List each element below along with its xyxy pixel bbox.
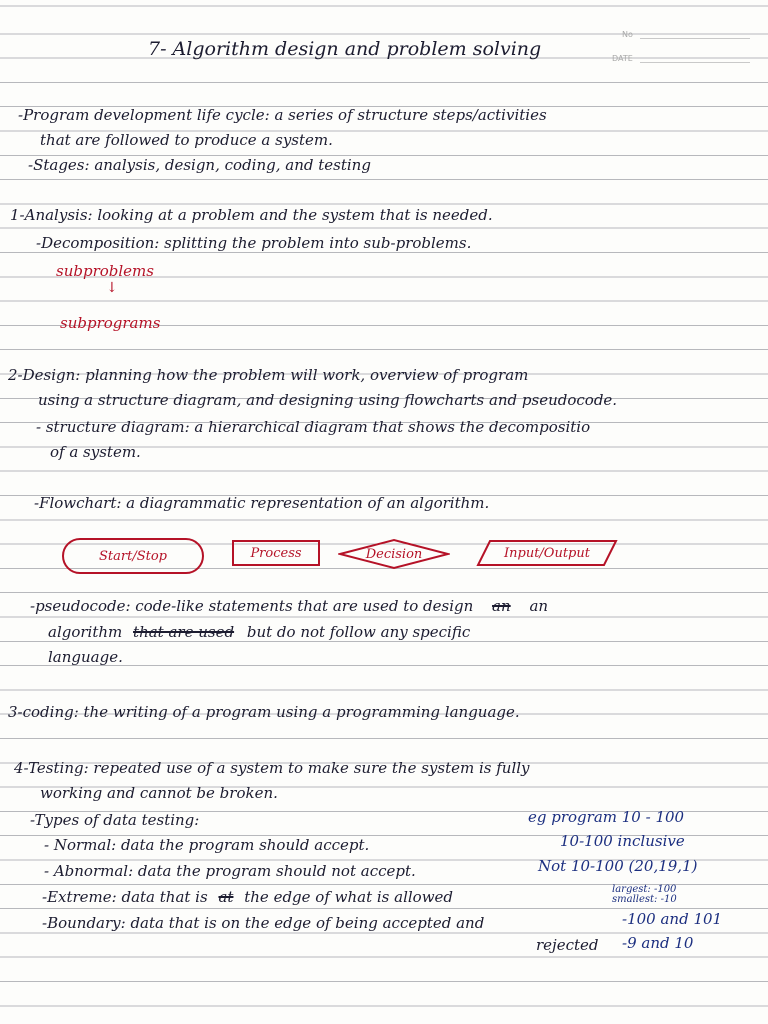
structure-diagram-line: - structure diagram: a hierarchical diagram that shows the decompositio [36,418,591,436]
decision-label-wrap [338,538,450,570]
intro-line-3: -Stages: analysis, design, coding, and testing [28,156,371,174]
no-label: No [622,30,633,39]
decomposition-line: -Decomposition: splitting the problem into sub-problems. [36,234,472,252]
pseudocode-end-word: an [529,597,549,615]
pseudocode-line-2 [48,623,470,641]
testing-line-1: 4-Testing: repeated use of a system to make sure the system is fully [14,759,530,777]
coding-line: 3-coding: the writing of a program using a programming language. [8,703,520,721]
flowchart-line: -Flowchart: a diagrammatic representation of an algorithm. [34,494,490,512]
extreme-text: -Extreme: data that is [42,888,208,906]
subproblems-label: subproblems [56,262,154,280]
design-line-2: using a structure diagram, and designing using flowcharts and pseudocode. [38,391,618,409]
intro-line-1: -Program development life cycle: a series of structure steps/activities [18,106,547,124]
down-arrow-icon: ↓ [106,280,118,296]
start-stop-label: Start/Stop [99,548,167,564]
analysis-line-1: 1-Analysis: looking at a problem and the system that is needed. [10,206,493,224]
boundary-note-1: -100 and 101 [622,910,723,928]
boundary-data-line: -Boundary: data that is on the edge of being accepted and [42,914,485,932]
extreme-crossed-word: at [218,888,234,906]
pseudocode-crossed-word: an [492,597,511,615]
design-line-1: 2-Design: planning how the problem will work, overview of program [8,366,529,384]
date-field-line [640,62,750,63]
abnormal-data-line: - Abnormal: data the program should not accept. [44,862,416,880]
structure-diagram-line-2: of a system. [50,443,141,461]
page-title: 7- Algorithm design and problem solving [148,38,542,60]
input-output-label: Input/Output [504,545,590,561]
abnormal-data-note: Not 10-100 (20,19,1) [538,857,698,875]
boundary-rejected-word: rejected [536,936,599,954]
pseudocode-crossed-phrase: that are used [133,623,235,641]
extreme-data-line [42,888,453,906]
date-label: DATE [612,54,633,63]
pseudocode-rest: but do not follow any specific [246,623,471,641]
start-stop-shape [62,538,204,574]
pseudocode-text: -pseudocode: code-like statements that are used to design [30,597,474,615]
decision-label: Decision [365,546,423,562]
testing-types-line: -Types of data testing: [30,811,200,829]
pseudocode-line-3: language. [48,648,123,666]
example-program-note: eg program 10 - 100 [528,808,685,826]
extreme-note-largest: largest: -100 [612,884,677,895]
extreme-rest: the edge of what is allowed [244,888,454,906]
normal-data-note: 10-100 inclusive [560,832,685,850]
extreme-note-smallest: smallest: -10 [612,894,677,905]
normal-data-line: - Normal: data the program should accept. [44,836,370,854]
process-label: Process [250,545,302,561]
subprograms-label: subprograms [60,314,161,332]
testing-line-2: working and cannot be broken. [40,784,278,802]
input-output-label-wrap [476,539,618,567]
boundary-note-2: -9 and 10 [622,934,694,952]
process-shape [232,540,320,566]
no-field-line [640,38,750,39]
pseudocode-line-1 [30,597,548,615]
intro-line-2: that are followed to produce a system. [40,131,333,149]
pseudocode-algorithm-word: algorithm [48,623,123,641]
